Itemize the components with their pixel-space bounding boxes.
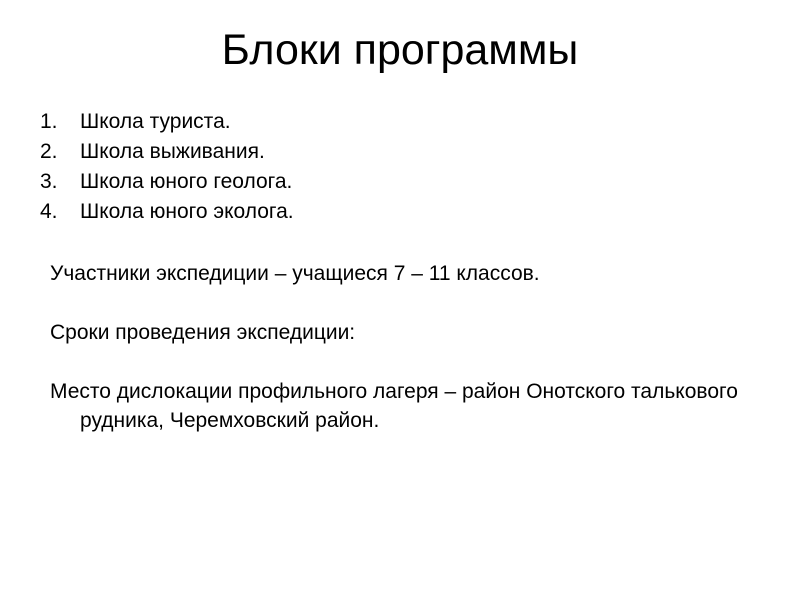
list-item-number: 2. xyxy=(40,140,58,163)
program-blocks-list xyxy=(40,107,294,227)
list-item-number: 3. xyxy=(40,170,58,193)
list-item-number: 4. xyxy=(40,200,58,223)
list-item-text: Школа юного геолога. xyxy=(80,170,293,193)
participants-text: Участники экспедиции – учащиеся 7 – 11 классов. xyxy=(50,262,540,285)
list-item xyxy=(40,197,294,227)
list-item xyxy=(40,167,294,197)
list-item-text: Школа туриста. xyxy=(80,110,231,133)
list-item-number: 1. xyxy=(40,110,58,133)
list-item-text: Школа юного эколога. xyxy=(80,200,294,223)
list-item xyxy=(40,107,294,137)
list-item-text: Школа выживания. xyxy=(80,140,265,163)
location-text: Место дислокации профильного лагеря – район Онотского талькового рудника, Черемховский район. xyxy=(50,380,738,432)
list-item xyxy=(40,137,294,167)
dates-text: Сроки проведения экспедиции: xyxy=(50,321,356,344)
slide-title: Блоки программы xyxy=(221,26,579,74)
